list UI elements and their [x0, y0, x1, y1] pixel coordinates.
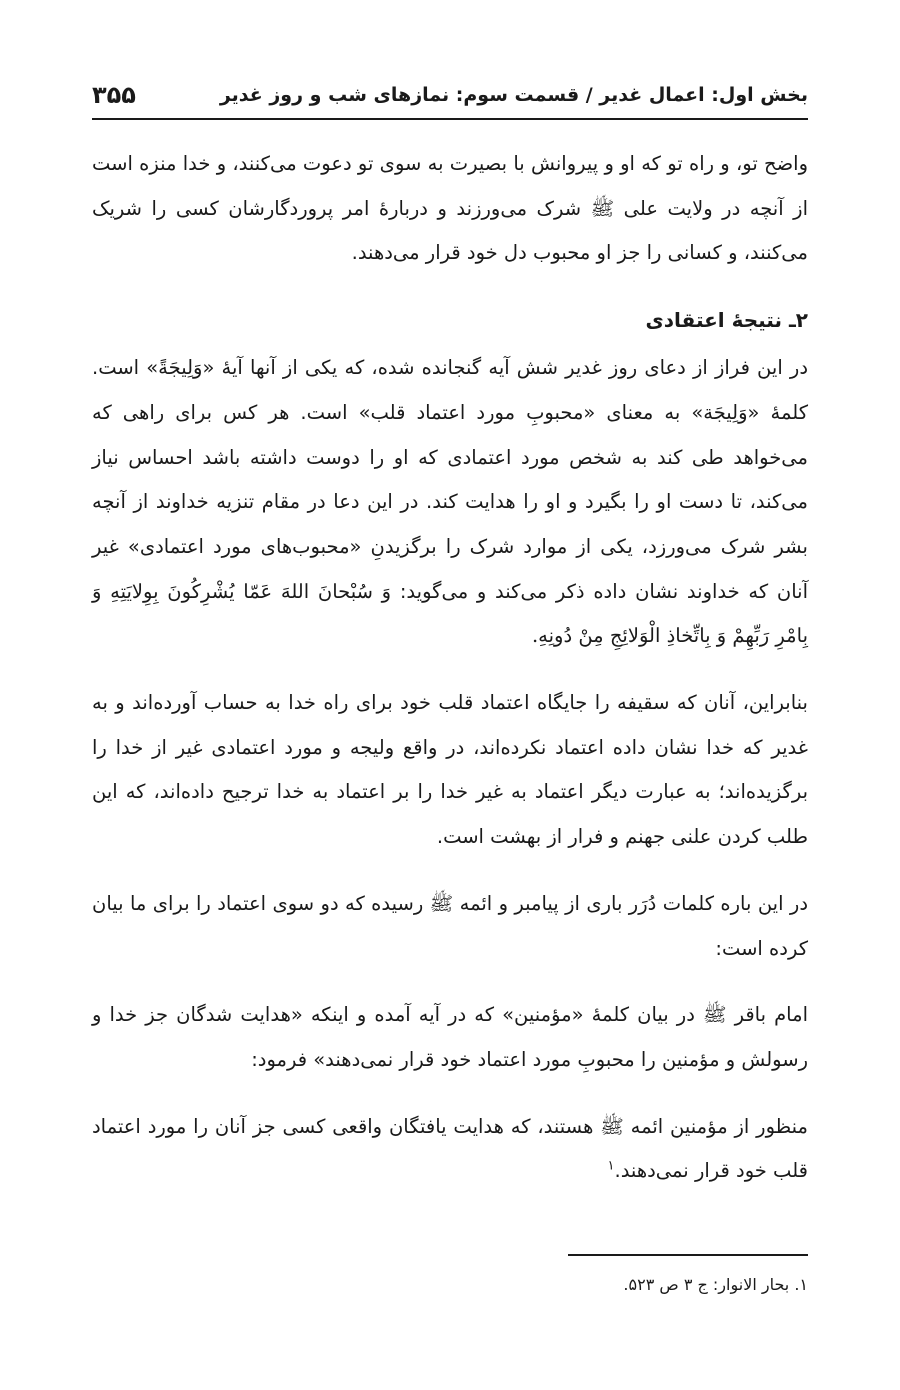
paragraph: [92, 346, 808, 659]
paragraph: بنابراین، آنان که سقیفه را جایگاه اعتماد قلب خود برای راه خدا به حساب آورده‌اند و به غدیر که خدا نشان داده اعتماد نکرده‌اند، در واقع ولیجه و مورد اعتمادی غیر از خدا را برگزیده‌اند؛ به عبارت دیگر اعتماد به غیر خدا را بر اعتماد به خدا ترجیح داده‌اند، که این طلب کردن علنی جهنم و فرار از بهشت است.: [92, 691, 808, 849]
section-heading: ۲ـ نتیجهٔ اعتقادی: [645, 308, 808, 333]
paragraph: واضح تو، و راه تو که او و پیروانش با بصیرت به سوی تو دعوت می‌کنند، و خدا منزه است از آنچه در ولایت علی ﷺ شرک می‌ورزند و دربارهٔ امر پروردگارشان کسی را شریک می‌کنند، و کسانی را جز او محبوب دل خود قرار می‌دهند.: [92, 152, 808, 265]
paragraph-text: در این فراز از دعای روز غدیر شش آیه گنجانده شده، که یکی از آنها آیهٔ «وَلِیجَةً» است. کلمهٔ «وَلِیجَة» به معنای «محبوبِ مورد اعتماد قلب» است. هر کس برای راهی که می‌خواهد طی کند به شخص مورد اعتمادی که او را دوست داشته باشد احساس نیاز می‌کند، تا دست او را بگیرد و او را هدایت کند. در این دعا در مقام تنزیه خداوند از آنچه بشر شرک می‌ورزد، یکی از موارد شرک را برگزیدنِ «محبوب‌های مورد اعتمادی» غیر آنان که خداوند نشان داده ذکر می‌کند و می‌گوید:: [92, 356, 809, 603]
paragraph: در این باره کلمات دُرَر باری از پیامبر و ائمه ﷺ رسیده که دو سوی اعتماد را برای ما بیان کرده است:: [92, 891, 808, 960]
footnote-marker: ۱: [607, 1158, 615, 1174]
paragraph: امام باقر ﷺ در بیان کلمهٔ «مؤمنین» که در آیه آمده و اینکه «هدایت شدگان جز خدا و رسولش و مؤمنین را محبوبِ مورد اعتماد خود قرار نمی‌دهند» فرمود:: [92, 1003, 808, 1071]
running-title: بخش اول: اعمال غدیر / قسمت سوم: نمازهای شب و روز غدیر: [219, 84, 808, 106]
quran-verse: وَ سُبْحانَ اللهَ عَمّا یُشْرِکُونَ بِوِلایَتِهِ وَ بِامْرِ رَبِّهِمْ وَ بِاتِّخاذِ الْوَلائِجِ مِنْ دُونِهِ.: [92, 579, 808, 648]
paragraph-text: منظور از مؤمنین ائمه ﷺ هستند، که هدایت یافتگان واقعی کسی جز آنان را مورد اعتماد قلب خود قرار نمی‌دهند.: [92, 1114, 808, 1183]
paragraph: [92, 1105, 808, 1194]
page-number: ۳۵۵: [92, 81, 136, 109]
footnote-divider: [568, 1254, 808, 1256]
footnote: ۱. بحار الانوار: ج ۳ ص ۵۲۳.: [623, 1275, 808, 1294]
page-body: [92, 142, 808, 1216]
page-header: [92, 72, 808, 120]
